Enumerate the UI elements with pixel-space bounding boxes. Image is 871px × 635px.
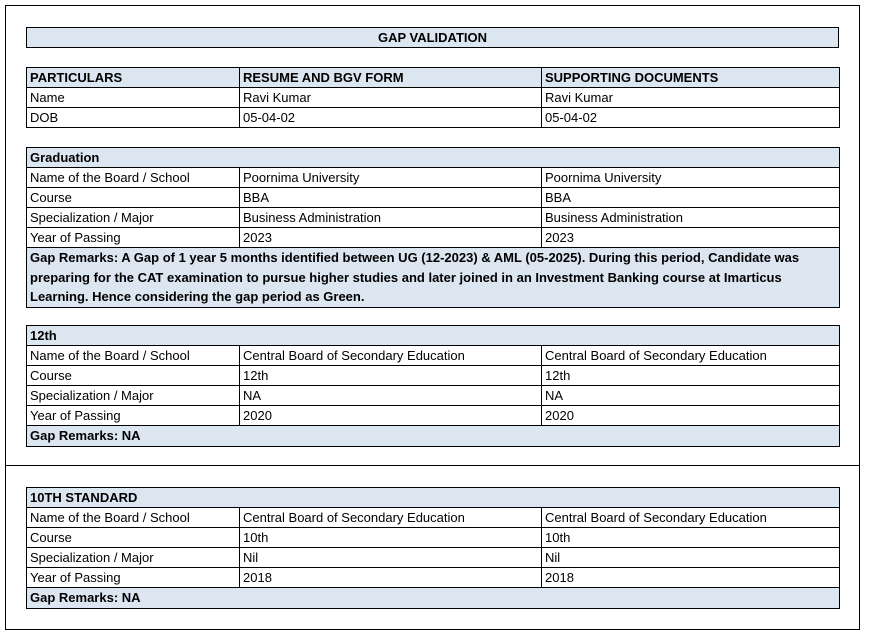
header-particulars: PARTICULARS	[27, 68, 240, 88]
table-row	[27, 88, 840, 108]
row-docs: 2020	[542, 406, 840, 426]
table-row	[27, 188, 840, 208]
table-row	[27, 568, 840, 588]
table-row	[27, 366, 840, 386]
row-docs: 2018	[542, 568, 840, 588]
row-label: DOB	[27, 108, 240, 128]
row-docs: 05-04-02	[542, 108, 840, 128]
row-resume: Business Administration	[240, 208, 542, 228]
row-label: Course	[27, 366, 240, 386]
row-docs: Nil	[542, 548, 840, 568]
row-resume: 05-04-02	[240, 108, 542, 128]
table-row	[27, 228, 840, 248]
table-row	[27, 168, 840, 188]
row-label: Name of the Board / School	[27, 508, 240, 528]
personal-table	[26, 67, 840, 128]
row-label: Year of Passing	[27, 568, 240, 588]
section-heading: Graduation	[27, 148, 840, 168]
row-docs: 2023	[542, 228, 840, 248]
row-resume: 2020	[240, 406, 542, 426]
row-label: Specialization / Major	[27, 208, 240, 228]
row-label: Course	[27, 188, 240, 208]
row-docs: BBA	[542, 188, 840, 208]
row-resume: Poornima University	[240, 168, 542, 188]
row-resume: NA	[240, 386, 542, 406]
row-label: Specialization / Major	[27, 548, 240, 568]
table-row	[27, 528, 840, 548]
page-title: GAP VALIDATION	[27, 28, 839, 48]
gap-remarks: Gap Remarks: NA	[27, 426, 840, 447]
table-row	[27, 346, 840, 366]
row-docs: 12th	[542, 366, 840, 386]
gap-remarks: Gap Remarks: NA	[27, 588, 840, 609]
row-docs: 10th	[542, 528, 840, 548]
header-resume: RESUME AND BGV FORM	[240, 68, 542, 88]
row-label: Name of the Board / School	[27, 346, 240, 366]
row-resume: Central Board of Secondary Education	[240, 508, 542, 528]
row-docs: Central Board of Secondary Education	[542, 508, 840, 528]
row-resume: Nil	[240, 548, 542, 568]
section-heading: 10TH STANDARD	[27, 488, 840, 508]
row-docs: Poornima University	[542, 168, 840, 188]
row-resume: 2018	[240, 568, 542, 588]
row-label: Name of the Board / School	[27, 168, 240, 188]
gap-remarks: Gap Remarks: A Gap of 1 year 5 months identified between UG (12-2023) & AML (05-2025). During this period, Candidate was preparing for the CAT examination to pursue higher studies and later joined in an Investment Banking course at Imarticus Learning. Hence considering the gap period as Green.	[27, 248, 840, 308]
table-row	[27, 406, 840, 426]
row-docs: Business Administration	[542, 208, 840, 228]
table-row	[27, 386, 840, 406]
header-row	[27, 68, 840, 88]
row-label: Year of Passing	[27, 228, 240, 248]
graduation-table	[26, 147, 840, 308]
table-row	[27, 208, 840, 228]
twelfth-table	[26, 325, 840, 447]
row-resume: 12th	[240, 366, 542, 386]
row-docs: Central Board of Secondary Education	[542, 346, 840, 366]
row-resume: 10th	[240, 528, 542, 548]
title-table	[26, 27, 839, 48]
row-docs: Ravi Kumar	[542, 88, 840, 108]
tenth-table	[26, 487, 840, 609]
row-label: Name	[27, 88, 240, 108]
row-resume: BBA	[240, 188, 542, 208]
row-docs: NA	[542, 386, 840, 406]
row-label: Year of Passing	[27, 406, 240, 426]
row-resume: Ravi Kumar	[240, 88, 542, 108]
row-resume: 2023	[240, 228, 542, 248]
table-row	[27, 548, 840, 568]
header-docs: SUPPORTING DOCUMENTS	[542, 68, 840, 88]
row-resume: Central Board of Secondary Education	[240, 346, 542, 366]
section-heading: 12th	[27, 326, 840, 346]
table-row	[27, 508, 840, 528]
row-label: Course	[27, 528, 240, 548]
table-row	[27, 108, 840, 128]
row-label: Specialization / Major	[27, 386, 240, 406]
